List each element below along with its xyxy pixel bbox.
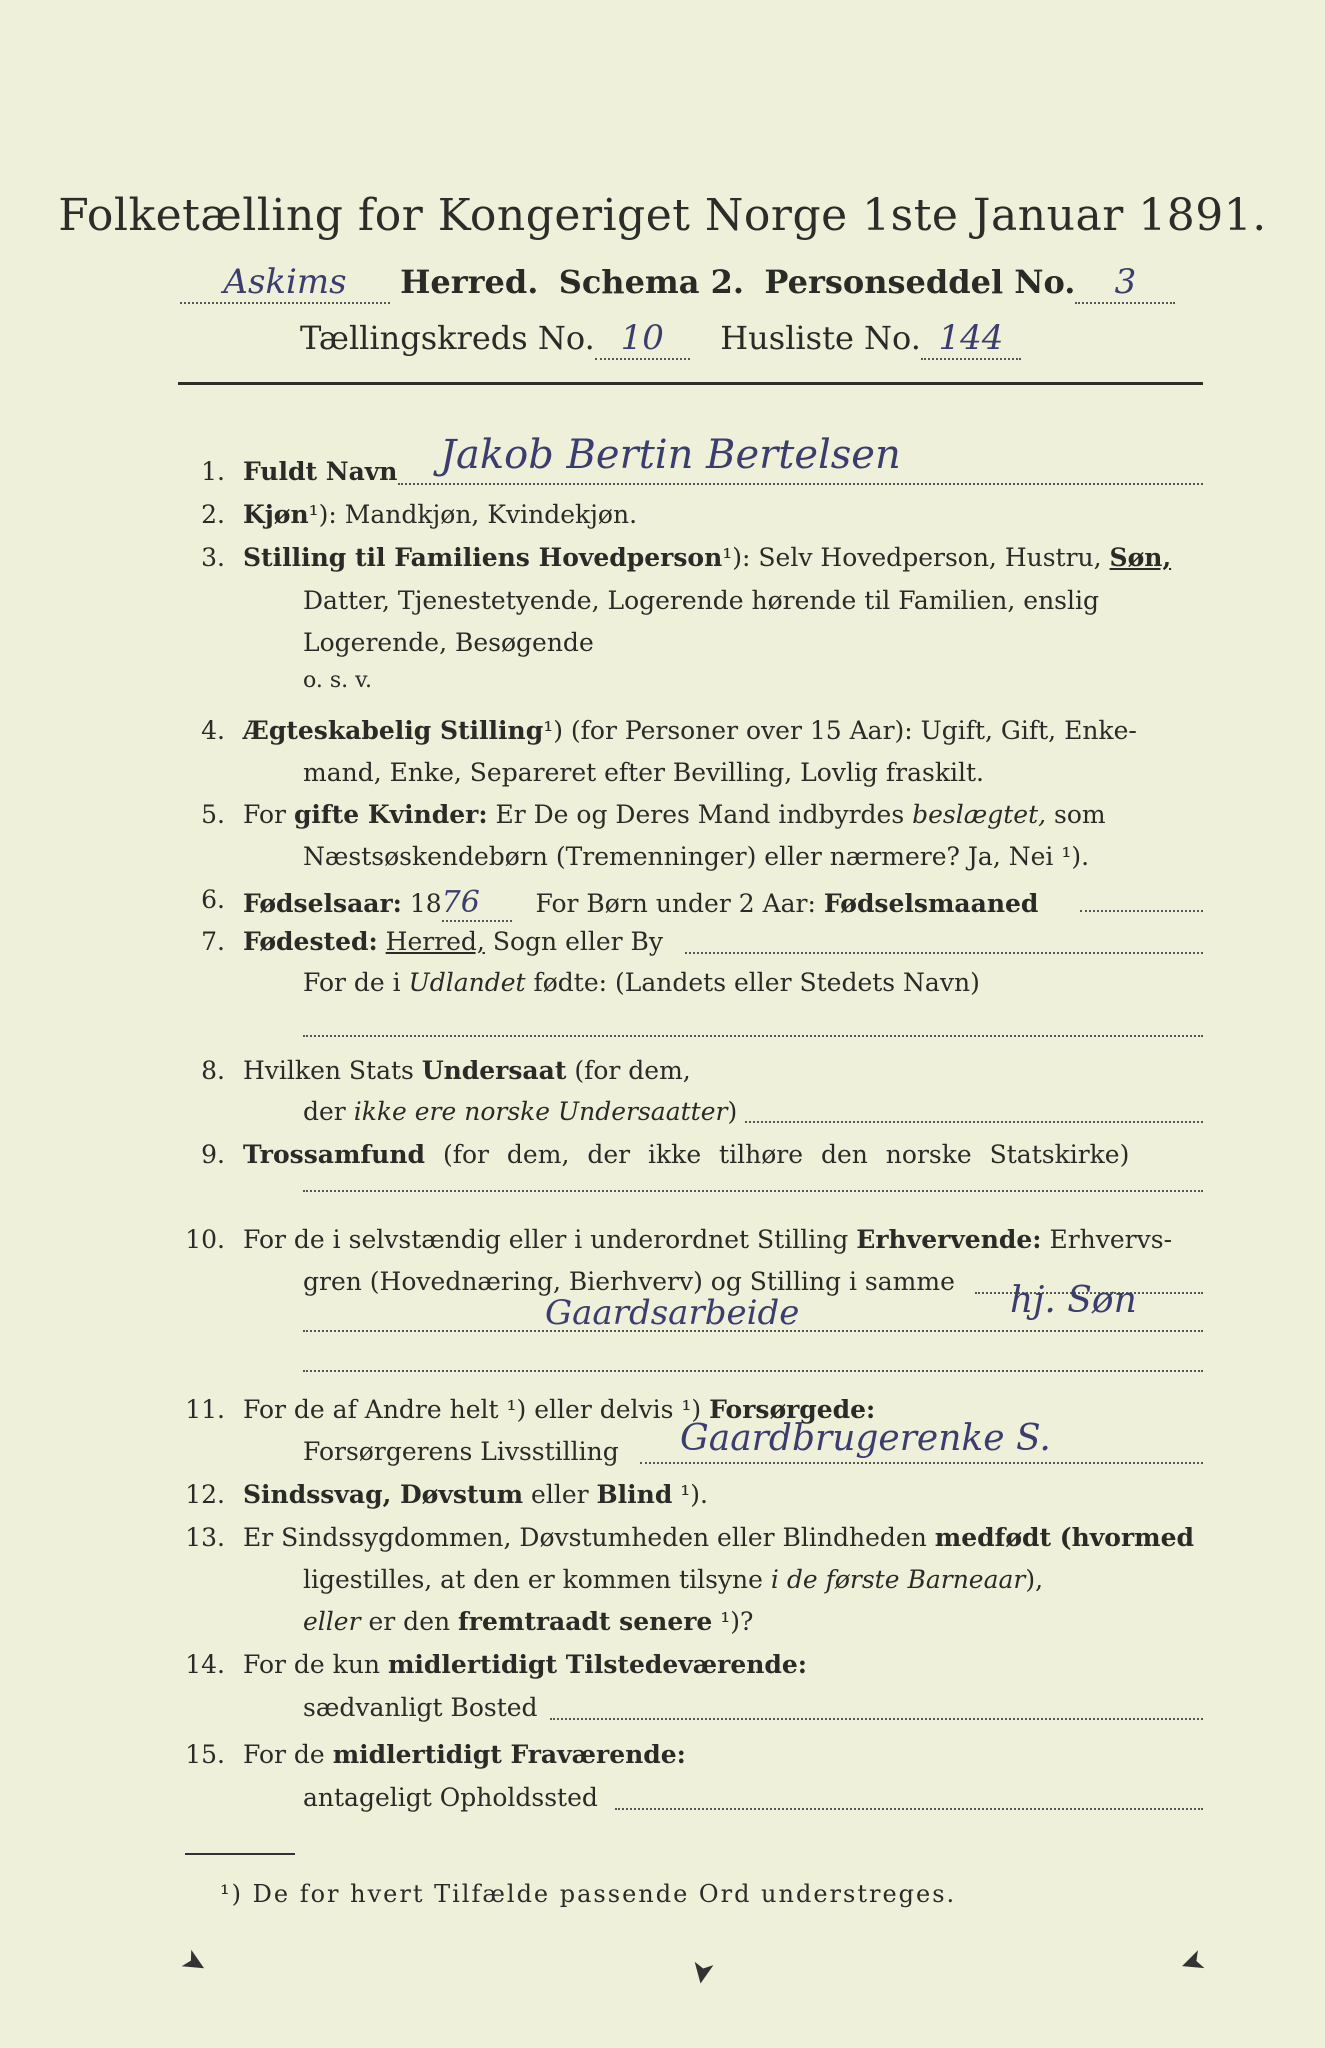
- field-1-fill: [398, 483, 1203, 485]
- field-14-pre: For de kun: [243, 1650, 388, 1679]
- field-6-year-value: 76: [442, 885, 512, 922]
- field-7-text: Sogn eller By: [484, 927, 664, 956]
- field-2-line: [243, 500, 637, 529]
- field-3-line4: o. s. v.: [303, 668, 372, 693]
- registration-mark-left-icon: ➤: [174, 1941, 215, 1984]
- field-8-line2: [303, 1097, 737, 1126]
- field-13-line: [243, 1523, 1194, 1552]
- field-7-number: 7.: [201, 927, 225, 956]
- field-13-text: Er Sindssygdommen, Døvstumheden eller Blindheden: [243, 1523, 935, 1552]
- field-10-line: [243, 1225, 1172, 1254]
- field-6-label: Fødselsaar:: [243, 889, 402, 918]
- field-13-label: medfødt: [934, 1523, 1052, 1552]
- field-10-value1: Gaardsarbeide: [545, 1293, 800, 1333]
- field-7-label: Fødested:: [243, 927, 378, 956]
- field-13-line3-bold: fremtraadt senere: [458, 1607, 713, 1636]
- field-7-line: [243, 927, 663, 956]
- field-13-line3-post: ¹)?: [712, 1607, 754, 1636]
- field-15-line2: antageligt Opholdssted: [303, 1783, 598, 1812]
- field-9-label: Trossamfund: [243, 1140, 426, 1169]
- field-10-value2: hj. Søn: [1010, 1280, 1137, 1321]
- field-5-italic: beslægtet,: [912, 800, 1047, 829]
- field-7-line2: [303, 968, 980, 997]
- field-4-line: [243, 716, 1137, 745]
- field-3-line: [243, 543, 1171, 572]
- field-15-fill: [615, 1808, 1203, 1810]
- field-14-number: 14.: [185, 1650, 225, 1679]
- form-title: Folketælling for Kongeriget Norge 1ste Januar 1891.: [58, 190, 1267, 241]
- field-13-line2-italic: i de første Barneaar: [770, 1565, 1026, 1594]
- field-4-line2: mand, Enke, Separeret efter Bevilling, Lovlig fraskilt.: [303, 758, 984, 787]
- field-8-pre: Hvilken Stats: [243, 1056, 422, 1085]
- field-10-pre: For de i selvstændig eller i underordnet Stilling: [243, 1225, 857, 1254]
- field-5-line: [243, 800, 1106, 829]
- field-6-year-prefix: 18: [401, 889, 442, 918]
- field-6-label2: Fødselsmaaned: [823, 889, 1039, 918]
- field-3-line2: Datter, Tjenestetyende, Logerende hørende til Familien, enslig: [303, 586, 1100, 615]
- field-8-label: Undersaat: [421, 1056, 567, 1085]
- field-10-line2: gren (Hovednæring, Bierhverv) og Stilling i samme: [303, 1267, 955, 1296]
- field-15-pre: For de: [243, 1740, 333, 1769]
- field-7-line2-post: fødte: (Landets eller Stedets Navn): [525, 968, 980, 997]
- field-13-post: (hvormed: [1051, 1523, 1194, 1552]
- field-2-label: Kjøn: [243, 500, 309, 529]
- field-3-label: Stilling til Familiens Hovedperson: [243, 543, 723, 572]
- field-13-line2: [303, 1565, 1043, 1594]
- field-7-line2-italic: Udlandet: [408, 968, 526, 997]
- field-12-text: eller: [523, 1480, 597, 1509]
- field-2-number: 2.: [201, 500, 225, 529]
- field-5-number: 5.: [201, 800, 225, 829]
- field-13-line3-pre: er den: [360, 1607, 459, 1636]
- field-8-line2-italic: ikke ere norske Undersaatter: [353, 1097, 728, 1126]
- field-10-label: Erhvervende:: [856, 1225, 1042, 1254]
- personseddel-label: Personseddel No.: [764, 263, 1076, 301]
- kreds-line: [300, 318, 1021, 360]
- field-7-herred: Herred,: [385, 927, 485, 956]
- kreds-value: 10: [595, 318, 690, 360]
- field-7-fill: [685, 952, 1203, 954]
- field-14-line2: sædvanligt Bosted: [303, 1693, 538, 1722]
- field-4-number: 4.: [201, 716, 225, 745]
- field-5-label: gifte Kvinder:: [293, 800, 488, 829]
- field-12-post: ¹).: [672, 1480, 708, 1509]
- field-11-number: 11.: [185, 1395, 225, 1424]
- field-12-label2: Blind: [596, 1480, 673, 1509]
- field-8-line2-pre: der: [303, 1097, 354, 1126]
- field-13-line2-post: ),: [1025, 1565, 1044, 1594]
- field-13-line3-italic: eller: [303, 1607, 361, 1636]
- field-13-number: 13.: [185, 1523, 225, 1552]
- field-4-text: ¹) (for Personer over 15 Aar): Ugift, Gift, Enke-: [543, 716, 1137, 745]
- field-6-fill: [1080, 910, 1203, 912]
- field-3-number: 3.: [201, 543, 225, 572]
- herred-value: Askims: [180, 262, 390, 304]
- field-1-number: 1.: [201, 457, 225, 486]
- field-5-pre: For: [243, 800, 294, 829]
- field-14-line: [243, 1650, 807, 1679]
- field-6-number: 6.: [201, 885, 225, 914]
- field-11-label: Forsørgede:: [709, 1395, 876, 1424]
- field-4-label: Ægteskabelig Stilling: [243, 716, 544, 745]
- husliste-label: Husliste No.: [720, 319, 921, 357]
- field-3-text: ¹): Selv Hovedperson, Hustru,: [722, 543, 1110, 572]
- field-14-fill: [550, 1718, 1203, 1720]
- field-15-label: midlertidigt Fraværende:: [332, 1740, 686, 1769]
- field-9-line: [243, 1140, 1129, 1169]
- herred-label: Herred.: [400, 263, 539, 301]
- footnote-rule: [185, 1853, 295, 1855]
- field-11-pre: For de af Andre helt ¹) eller delvis ¹): [243, 1395, 710, 1424]
- field-8-fill: [745, 1121, 1203, 1123]
- field-13-line3: [303, 1607, 753, 1636]
- field-11-value: Gaardbrugerenke S.: [680, 1418, 1051, 1459]
- personseddel-value: 3: [1075, 262, 1175, 304]
- field-15-line: [243, 1740, 686, 1769]
- kreds-label: Tællingskreds No.: [300, 319, 595, 357]
- field-10-fill3: [303, 1370, 1203, 1372]
- field-10-text: Erhvervs-: [1041, 1225, 1173, 1254]
- field-3-line3: Logerende, Besøgende: [303, 628, 594, 657]
- field-2-text: ¹): Mandkjøn, Kvindekjøn.: [308, 500, 638, 529]
- field-8-line: [243, 1056, 691, 1085]
- field-12-line: [243, 1480, 708, 1509]
- field-1-value: Jakob Bertin Bertelsen: [440, 432, 901, 478]
- field-10-number: 10.: [185, 1225, 225, 1254]
- field-7-fill2: [303, 1035, 1203, 1037]
- field-13-line2-pre: ligestilles, at den er kommen tilsyne: [303, 1565, 771, 1594]
- field-11-line2: Forsørgerens Livsstilling: [303, 1437, 619, 1466]
- field-15-number: 15.: [185, 1740, 225, 1769]
- field-8-number: 8.: [201, 1056, 225, 1085]
- field-3-son: Søn,: [1109, 543, 1172, 572]
- field-1-label: Fuldt Navn: [243, 457, 398, 486]
- field-7-line2-pre: For de i: [303, 968, 409, 997]
- field-9-number: 9.: [201, 1140, 225, 1169]
- field-12-number: 12.: [185, 1480, 225, 1509]
- field-5-post: som: [1046, 800, 1106, 829]
- field-9-text: (for dem, der ikke tilhøre den norske Statskirke): [425, 1140, 1130, 1169]
- registration-mark-right-icon: ➤: [1174, 1941, 1211, 1984]
- herred-line: [180, 262, 1175, 304]
- field-14-label: midlertidigt Tilstedeværende:: [387, 1650, 808, 1679]
- field-9-fill: [303, 1190, 1203, 1192]
- field-12-label: Sindssvag, Døvstum: [243, 1480, 524, 1509]
- field-11-fill: [640, 1462, 1203, 1464]
- field-5-text: Er De og Deres Mand indbyrdes: [487, 800, 913, 829]
- husliste-value: 144: [921, 318, 1021, 360]
- registration-mark-center-icon: ➤: [683, 1957, 722, 1988]
- field-8-text: (for dem,: [566, 1056, 691, 1085]
- field-5-line2: Næstsøskendebørn (Tremenninger) eller nærmere? Ja, Nei ¹).: [303, 842, 1090, 871]
- field-6-line: [243, 885, 1038, 922]
- field-8-line2-post: ): [727, 1097, 738, 1126]
- schema-label: Schema 2.: [558, 263, 745, 301]
- header-rule: [178, 382, 1203, 385]
- field-6-text: For Børn under 2 Aar:: [535, 889, 824, 918]
- footnote: ¹) De for hvert Tilfælde passende Ord understreges.: [220, 1880, 957, 1908]
